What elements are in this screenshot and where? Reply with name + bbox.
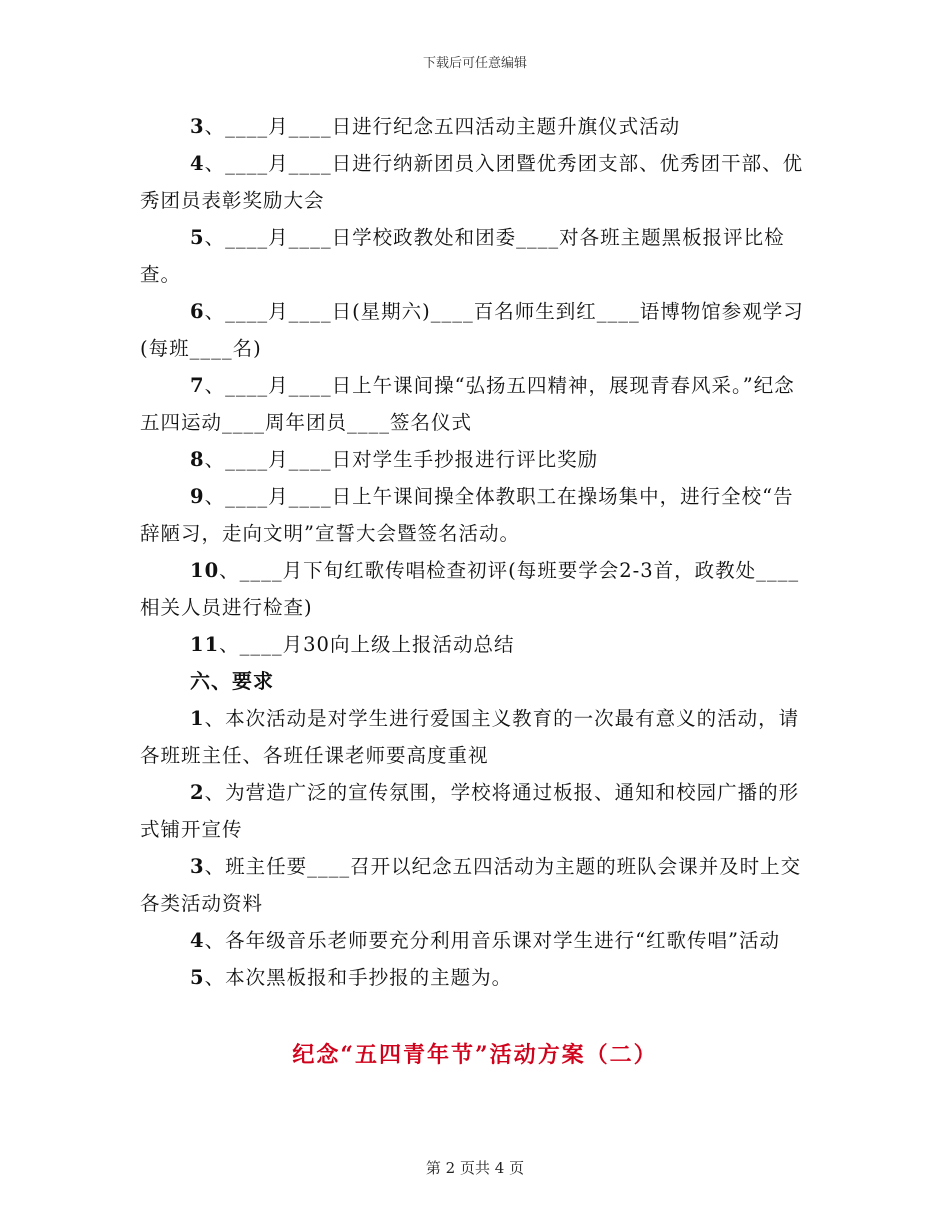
- requirement-item: [140, 774, 810, 848]
- list-item: [140, 219, 810, 293]
- item-number: 5: [190, 966, 205, 989]
- item-number: 8: [190, 448, 205, 471]
- item-number: 10: [190, 559, 220, 582]
- list-item: [140, 626, 810, 663]
- item-number: 3: [190, 855, 205, 878]
- item-text: 、本次黑板报和手抄报的主题为。: [204, 966, 513, 989]
- requirement-item: [140, 922, 810, 959]
- item-text: 、____月____日进行纳新团员入团暨优秀团支部、优秀团干部、优秀团员表彰奖励大会: [140, 152, 804, 212]
- next-section-title: 纪念“五四青年节”活动方案（二）: [292, 1042, 658, 1068]
- list-item: [140, 145, 810, 219]
- item-number: 6: [190, 300, 205, 323]
- item-number: 2: [190, 781, 205, 804]
- list-item: [140, 441, 810, 478]
- item-text: 、____月____日(星期六)____百名师生到红____语博物馆参观学习(每班____名): [140, 300, 804, 360]
- page-header: 下载后可任意编辑: [422, 56, 527, 71]
- list-item: [140, 293, 810, 367]
- item-number: 4: [190, 152, 205, 175]
- list-item: [140, 478, 810, 552]
- item-text: 、____月____日上午课间操全体教职工在操场集中，进行全校“告辞陋习，走向文明”宣誓大会暨签名活动。: [140, 485, 794, 545]
- document-body: [140, 108, 810, 996]
- list-item: [140, 108, 810, 145]
- requirement-item: [140, 700, 810, 774]
- item-text: 、____月____日对学生手抄报进行评比奖励: [204, 448, 599, 471]
- item-number: 1: [190, 707, 205, 730]
- item-number: 3: [190, 115, 205, 138]
- item-text: 、____月30向上级上报活动总结: [219, 633, 515, 656]
- item-text: 、为营造广泛的宣传氛围，学校将通过板报、通知和校园广播的形式铺开宣传: [140, 781, 800, 841]
- item-text: 、____月____日学校政教处和团委____对各班主题黑板报评比检查。: [140, 226, 785, 286]
- requirement-item: [140, 959, 810, 996]
- item-text: 、____月____日上午课间操“弘扬五四精神，展现青春风采。”纪念五四运动____周年团员____签名仪式: [140, 374, 795, 434]
- list-item: [140, 552, 810, 626]
- item-number: 4: [190, 929, 205, 952]
- item-text: 、班主任要____召开以纪念五四活动为主题的班队会课并及时上交各类活动资料: [140, 855, 802, 915]
- requirement-item: [140, 848, 810, 922]
- item-number: 5: [190, 226, 205, 249]
- item-number: 7: [190, 374, 205, 397]
- item-number: 9: [190, 485, 205, 508]
- section-heading: 六、要求: [190, 669, 274, 693]
- list-item: [140, 367, 810, 441]
- item-text: 、____月下旬红歌传唱检查初评(每班要学会2-3首，政教处____相关人员进行检查): [140, 559, 800, 619]
- page-footer: 第 2 页共 4 页: [425, 1159, 525, 1177]
- item-number: 11: [190, 633, 220, 656]
- item-text: 、各年级音乐老师要充分利用音乐课对学生进行“红歌传唱”活动: [204, 929, 781, 952]
- item-text: 、本次活动是对学生进行爱国主义教育的一次最有意义的活动，请各班班主任、各班任课老师要高度重视: [140, 707, 800, 767]
- item-text: 、____月____日进行纪念五四活动主题升旗仪式活动: [204, 115, 681, 138]
